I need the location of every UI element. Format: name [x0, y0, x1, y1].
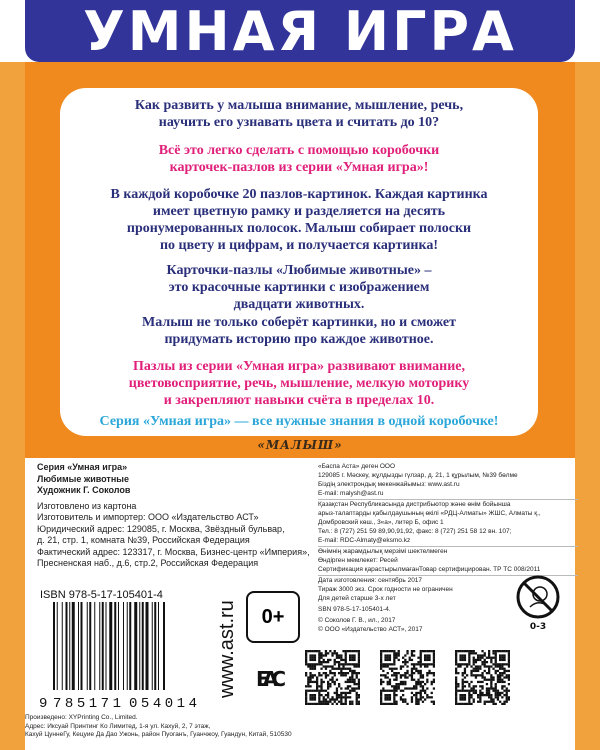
series-slogan: Серия «Умная игра» — все нужные знания в одной коробочке! — [99, 414, 499, 429]
small-parts-warning-icon — [515, 574, 561, 632]
animals-paragraph: Карточки-пазлы «Любимые животные» – это красочные картинки с изображением двадцати животных. — [166, 263, 432, 312]
legal-info: «Баспа Аста» деген ООО 129085 г. Мәскеу, жұлдызды гүлзар, д. 21, 1 құрылым, №39 бөлме Біздің электрондық мекенжайымыз: www.ast.ru E-mail: malysh@ast.ru Қазақстан Республикасында дистрибьютор және өнім бойынша арыз-талаптарды қабылдаушының өкілі «РДЦ-Алматы» ЖШС, Алматы қ., Домбровский көш., 3«а», литер Б, офис 1 Тел.: 8 (727) 251 59 89,90,91,92, факс: 8 (727) 251 58 12 вн. 107; E-mail: RDC-Almaty@eksmo.kz Өнімнің жарамдылық мерзімі шектелмеген Өндірген мемлекет: Ресей Сертификация қарастырылмағанТовар сертифицирован. ТР ТС 008/2011 Дата изготовления: сентябрь 2017 Тираж 3000 экз. Срок годности не ограничен Для детей старше 3-х лет SBN 978-5-17-105401-4. © Соколов Г. В., ил., 2017 © ООО «Издательство АСТ», 2017 — [318, 462, 578, 634]
website-vertical — [212, 590, 242, 700]
barcode-bar — [109, 602, 112, 690]
barcode-bar — [57, 602, 58, 690]
barcode-bar — [89, 602, 91, 690]
barcode-bar — [163, 602, 165, 690]
intro-paragraph: Как развить у малыша внимание, мышление, речь, научить его узнавать цвета и считать до 10? — [134, 98, 464, 130]
barcode-bar — [78, 602, 79, 690]
barcode-bar — [87, 602, 88, 690]
eac-mark-text: EAC — [256, 667, 286, 691]
barcode-bar — [106, 602, 107, 690]
artist-name: Художник Г. Соколов — [37, 485, 131, 495]
barcode-bar — [102, 602, 104, 690]
barcode-group-2: 054014 — [129, 696, 197, 710]
barcode-bar — [114, 602, 116, 690]
benefits-paragraph: Пазлы из серии «Умная игра» развивают внимание, цветовосприятие, речь, мышление, мелкую моторику и закрепляют навыки счёта в пределах 10. — [128, 359, 470, 408]
publisher-logo: «МАЛЫШ» — [257, 438, 343, 452]
barcode-bar — [127, 602, 128, 690]
barcode-bar — [158, 602, 159, 690]
eac-mark — [256, 659, 286, 693]
product-name: Любимые животные — [37, 473, 129, 484]
barcode-bar — [134, 602, 137, 690]
barcode-bar — [62, 602, 63, 690]
title-plate — [25, 0, 575, 62]
barcode-bar — [152, 602, 153, 690]
barcode-bar — [72, 602, 75, 690]
qr-code-3 — [455, 650, 510, 705]
barcode-bar — [94, 602, 95, 690]
age-warning-label: 0-3 — [529, 622, 547, 632]
barcode-bar — [142, 602, 144, 690]
series-name: Серия «Умная игра» — [37, 462, 128, 472]
series-title: УМНАЯ ИГРА — [83, 0, 517, 63]
barcode-bar — [99, 602, 100, 690]
barcode-bar — [154, 602, 156, 690]
barcode-bar — [118, 602, 119, 690]
promo-paragraph: Всё это легко сделать с помощью коробочки карточек-пазлов из серии «Умная игра»! — [158, 143, 440, 175]
barcode — [37, 602, 207, 710]
barcode-bar — [53, 602, 55, 690]
barcode-bar — [66, 602, 68, 690]
contents-paragraph: В каждой коробочке 20 пазлов-картинок. Каждая картинка имеет цветную рамку и разделяется на десять пронумерованных полосок. Малыш собирает полоски по цвету и цифрам, и получается картинка! — [110, 187, 488, 253]
age-rating-badge: 0+ — [246, 591, 300, 643]
qr-code-2 — [380, 650, 435, 705]
barcode-bar — [81, 602, 83, 690]
website-url: www.ast.ru — [216, 600, 238, 698]
barcode-group-1: 785171 — [53, 696, 121, 710]
product-info: Серия «Умная игра» Любимые животные Художник Г. Соколов Изготовлено из картона Изготовитель и импортер: ООО «Издательство АСТ» Юридический адрес: 129085, г. Москва, Звёздный бульвар, д. 21, стр. 1, комната №39, Российская Федерация Фактический адрес: 123317, г. Москва, Бизнес-центр «Империя», Пресненская наб., д.6, стр.2, Российская Федерация — [37, 462, 327, 570]
barcode-first-digit: 9 — [39, 696, 48, 710]
barcode-bar — [123, 602, 124, 690]
barcode-bar — [69, 602, 70, 690]
barcode-bar — [129, 602, 131, 690]
isbn-text: ISBN 978-5-17-105401-4 — [40, 589, 163, 601]
barcode-bar — [139, 602, 140, 690]
manufacturer-footer: Произведено: XYPrinting Co., Limited. Адрес: Иксуай Принтинг Ко Лимитед, 1-я ул. Кахуй, 2, 7 этаж, Кахуй ЦуннеГу, Кецуие Да Дао Ужонь, район Пуоганъ, Гуанчжоу, Гуандун, Китай, 510530 — [25, 714, 292, 738]
qr-code-1 — [305, 650, 360, 705]
barcode-bar — [146, 602, 149, 690]
story-paragraph: Малыш не только соберёт картинки, но и сможет придумать историю про каждое животное. — [142, 315, 456, 347]
